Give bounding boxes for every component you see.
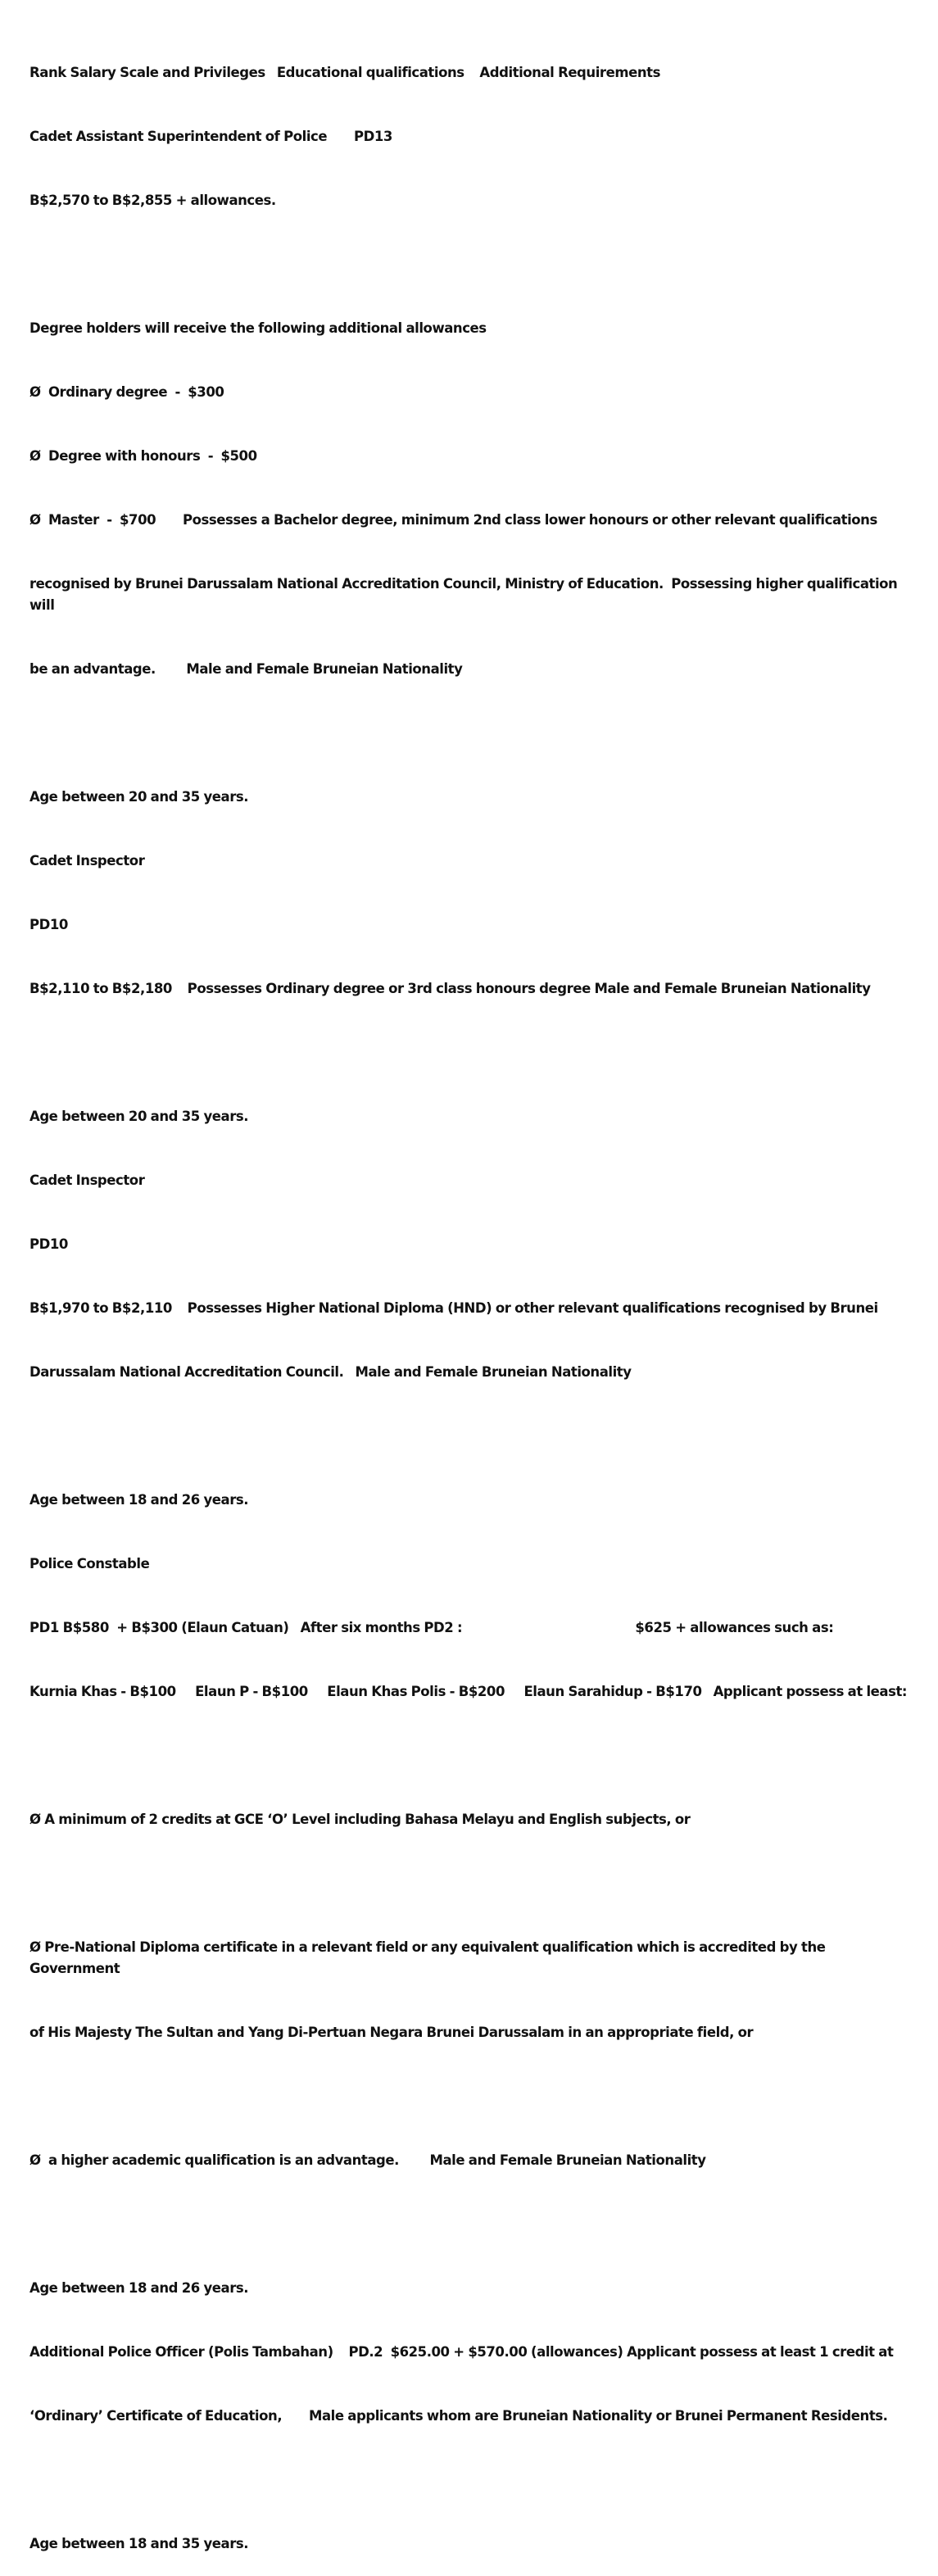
header-line: Rank Salary Scale and Privileges Educational qualifications Additional Requirements <box>29 65 660 80</box>
rank-line: Cadet Inspector <box>29 1172 145 1188</box>
blank-line <box>29 254 914 275</box>
text-line: Darussalam National Accreditation Council. Male and Female Bruneian Nationality <box>29 1364 632 1380</box>
age-line: Age between 18 and 35 years. <box>29 2536 249 2551</box>
blank-line <box>29 1426 914 1447</box>
text-line: ‘Ordinary’ Certificate of Education, Male applicants whom are Bruneian Nationality or Brunei Permanent Residents. <box>29 2408 888 2424</box>
salary-line: B$2,570 to B$2,855 + allowances. <box>29 193 276 208</box>
text-line: Degree holders will receive the following additional allowances <box>29 320 487 336</box>
blank-line <box>29 1745 914 1766</box>
salary-line: PD1 B$580 + B$300 (Elaun Catuan) After six months PD2 : $625 + allowances such as: <box>29 1620 834 1635</box>
blank-line <box>29 2214 914 2235</box>
bullet-line: Ø Master - $700 Possesses a Bachelor degree, minimum 2nd class lower honours or other relevant qualifications <box>29 512 877 528</box>
bullet-line: Ø Degree with honours - $500 <box>29 448 257 464</box>
text-line: of His Majesty The Sultan and Yang Di-Pertuan Negara Brunei Darussalam in an appropriate field, or <box>29 2025 754 2040</box>
rank-line: Cadet Inspector <box>29 853 145 868</box>
scale-line: PD10 <box>29 1236 68 1252</box>
bullet-line: Ø A minimum of 2 credits at GCE ‘O’ Level including Bahasa Melayu and English subjects, or <box>29 1812 691 1827</box>
age-line: Age between 18 and 26 years. <box>29 2280 249 2296</box>
age-line: Age between 20 and 35 years. <box>29 789 249 805</box>
bullet-line: Ø Ordinary degree - $300 <box>29 384 224 400</box>
age-line: Age between 20 and 35 years. <box>29 1109 249 1124</box>
text-line: recognised by Brunei Darussalam National Accreditation Council, Ministry of Education. Possessing higher qualification will <box>29 576 902 613</box>
blank-line <box>29 723 914 744</box>
salary-line: B$1,970 to B$2,110 Possesses Higher National Diploma (HND) or other relevant qualifications recognised by Brunei <box>29 1300 878 1316</box>
allowances-line: Kurnia Khas - B$100 Elaun P - B$100 Elaun Khas Polis - B$200 Elaun Sarahidup - B$170 Applicant possess at least: <box>29 1684 908 1699</box>
age-line: Age between 18 and 26 years. <box>29 1492 249 1508</box>
blank-line <box>29 2086 914 2107</box>
blank-line <box>29 1873 914 1894</box>
text-line: be an advantage. Male and Female Bruneian Nationality <box>29 661 463 677</box>
document-body <box>29 20 914 2576</box>
rank-line: Police Constable <box>29 1556 150 1571</box>
blank-line <box>29 1042 914 1064</box>
scale-line: PD10 <box>29 917 68 932</box>
rank-line: Cadet Assistant Superintendent of Police PD13 <box>29 129 392 144</box>
salary-line: B$2,110 to B$2,180 Possesses Ordinary degree or 3rd class honours degree Male and Female Bruneian Nationality <box>29 981 871 996</box>
blank-line <box>29 2469 914 2491</box>
bullet-line: Ø Pre-National Diploma certificate in a relevant field or any equivalent qualification which is accredited by the Government <box>29 1939 830 1976</box>
bullet-line: Ø a higher academic qualification is an advantage. Male and Female Bruneian Nationality <box>29 2152 706 2168</box>
rank-line: Additional Police Officer (Polis Tambahan) PD.2 $625.00 + $570.00 (allowances) Applicant possess at least 1 credit at <box>29 2344 894 2360</box>
